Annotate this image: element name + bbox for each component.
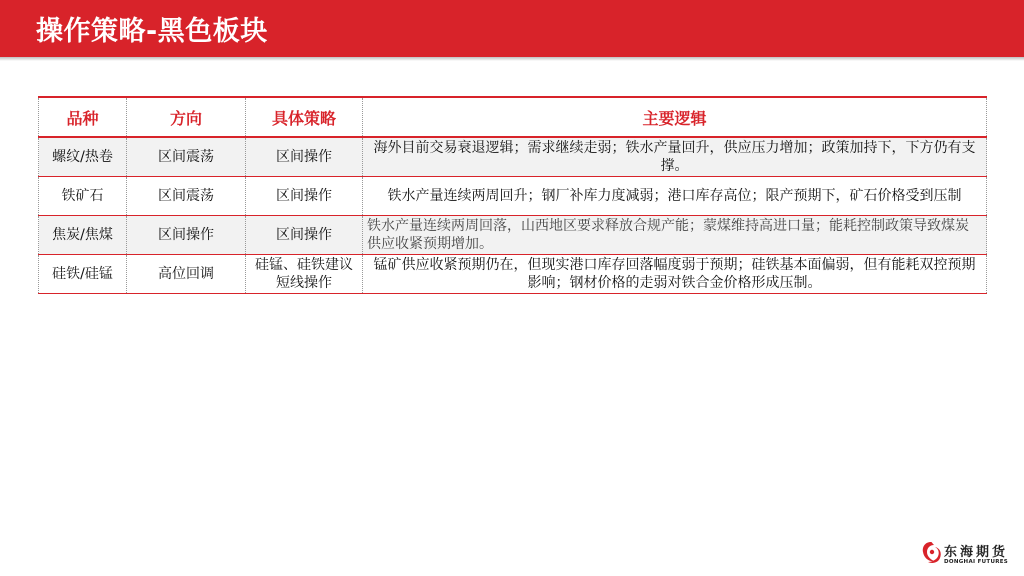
table-row (39, 137, 987, 177)
cell-logic: 铁水产量连续两周回升；钢厂补库力度减弱；港口库存高位；限产预期下，矿石价格受到压制 (363, 177, 987, 216)
column-header-logic: 主要逻辑 (363, 97, 987, 137)
cell-direction: 高位回调 (127, 255, 246, 294)
table-header-row (39, 97, 987, 137)
donghai-logo-icon (920, 540, 942, 566)
cell-direction: 区间震荡 (127, 137, 246, 177)
column-header-direction: 方向 (127, 97, 246, 137)
cell-logic: 锰矿供应收紧预期仍在，但现实港口库存回落幅度弱于预期；硅铁基本面偏弱，但有能耗双控预期影响；钢材价格的走弱对铁合金价格形成压制。 (363, 255, 987, 294)
table-row (39, 177, 987, 216)
cell-strategy: 区间操作 (246, 216, 363, 255)
table-row (39, 216, 987, 255)
cell-product: 焦炭/焦煤 (39, 216, 127, 255)
cell-direction: 区间震荡 (127, 177, 246, 216)
table-row (39, 255, 987, 294)
page-title: 操作策略-黑色板块 (36, 16, 268, 47)
strategy-table (38, 96, 987, 294)
logo-name-cn: 东海期货 (944, 545, 1009, 560)
column-header-product: 品种 (39, 97, 127, 137)
logo-name-en: DONGHAI FUTURES (944, 559, 1009, 565)
cell-logic: 海外目前交易衰退逻辑；需求继续走弱；铁水产量回升，供应压力增加；政策加持下，下方仍有支撑。 (363, 137, 987, 177)
cell-logic: 铁水产量连续两周回落，山西地区要求释放合规产能；蒙煤维持高进口量；能耗控制政策导致煤炭供应收紧预期增加。 (363, 216, 987, 255)
title-shadow (0, 57, 1024, 61)
cell-strategy: 硅锰、硅铁建议短线操作 (246, 255, 363, 294)
cell-strategy: 区间操作 (246, 137, 363, 177)
cell-direction: 区间操作 (127, 216, 246, 255)
column-header-strategy: 具体策略 (246, 97, 363, 137)
cell-product: 铁矿石 (39, 177, 127, 216)
donghai-logo (920, 540, 1012, 570)
cell-product: 螺纹/热卷 (39, 137, 127, 177)
title-bar (0, 0, 1024, 57)
cell-product: 硅铁/硅锰 (39, 255, 127, 294)
cell-strategy: 区间操作 (246, 177, 363, 216)
